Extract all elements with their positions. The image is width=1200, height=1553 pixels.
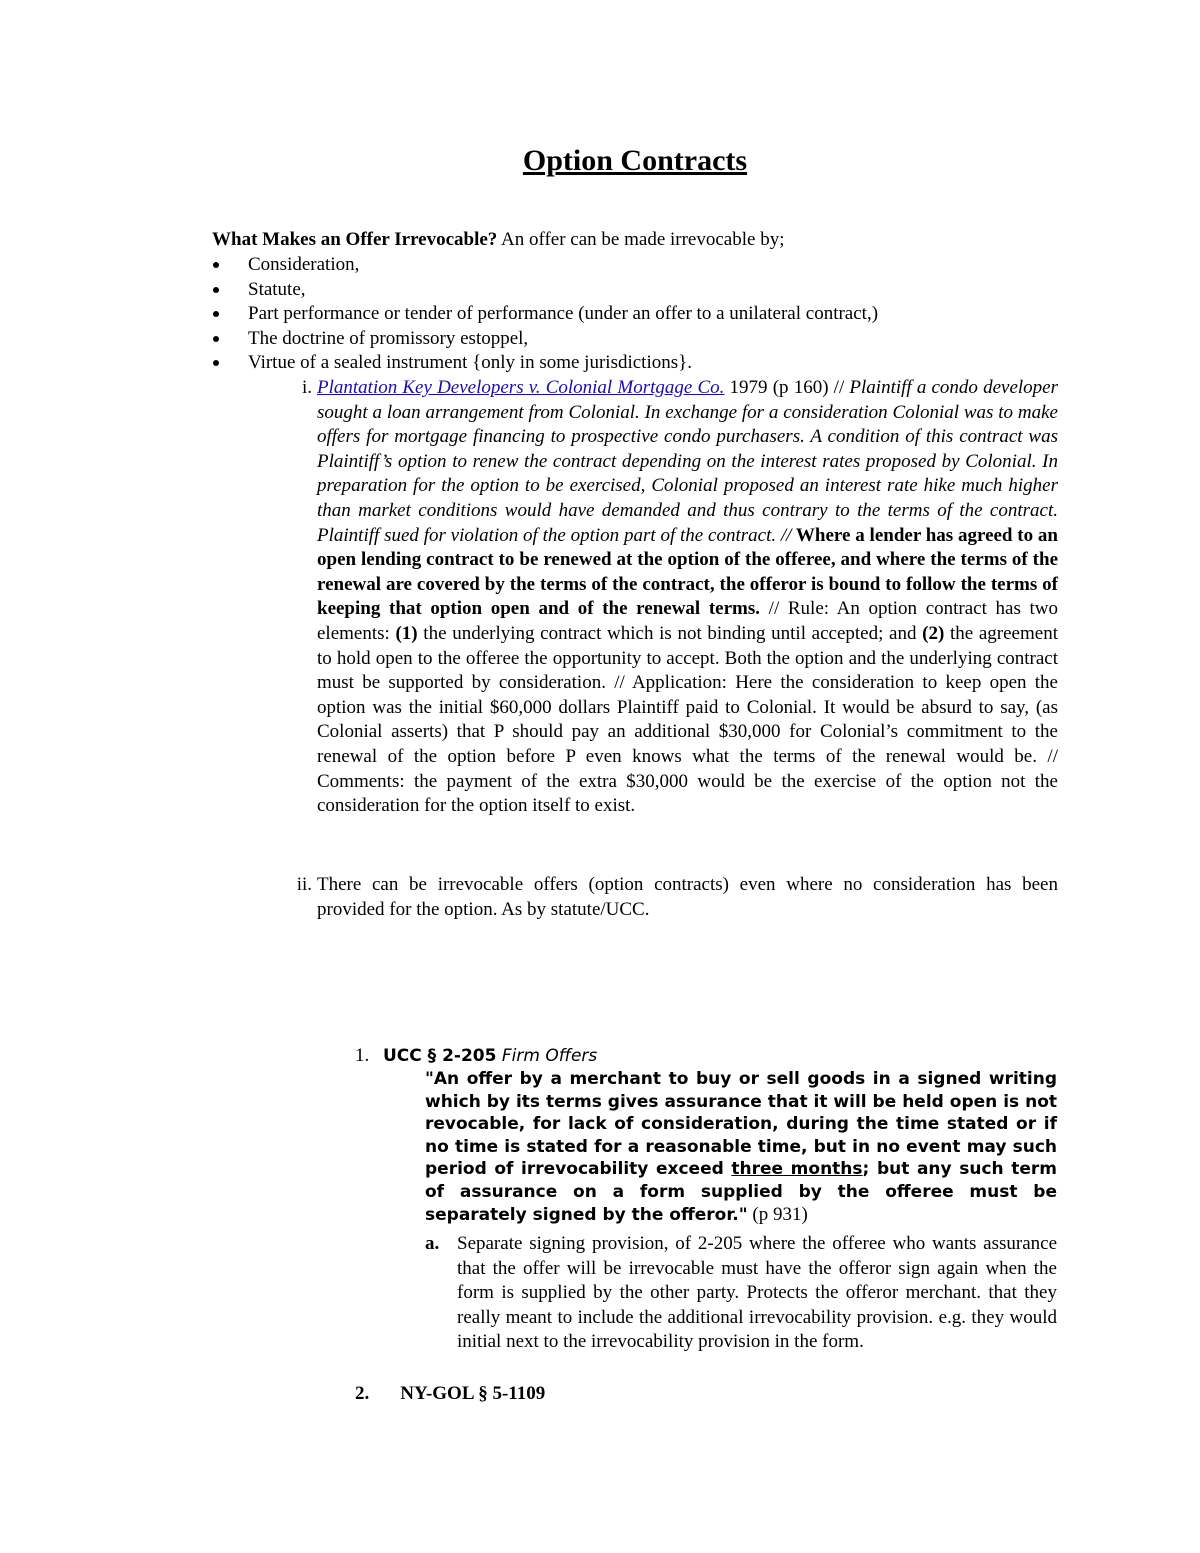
case-name-link[interactable]: Plantation Key Developers v. Colonial Mortgage Co. xyxy=(317,377,725,398)
ny-gol-item xyxy=(355,1382,545,1407)
intro-paragraph xyxy=(212,228,1072,253)
sub-item-a xyxy=(425,1232,1057,1355)
list-item: Part performance or tender of performance (under an offer to a unilateral contract,) xyxy=(212,302,1072,327)
case-rule: the underlying contract which is not binding until accepted; and xyxy=(417,622,923,644)
list-item: Virtue of a sealed instrument {only in some jurisdictions}. xyxy=(212,351,1072,376)
sub-item-body: Separate signing provision, of 2-205 where the offeree who wants assurance that the offer will be irrevocable must have the offeror sign again when the form is supplied by the other party. Protects the offeror merchant. that they really meant to include the additional irrevocability provision. e.g. they would initial next to the irrevocability provision in the form. xyxy=(457,1233,1057,1353)
list-number: i. xyxy=(301,377,312,398)
case-body xyxy=(317,376,1058,819)
ucc-2-205-item xyxy=(355,1045,1060,1068)
list-item: Statute, xyxy=(212,278,1072,303)
case-holding: Where a lender has agreed to an open lending contract to be renewed at the option of the offeree, and where the terms of the renewal are covered by the terms of the contract, the offeror is bound to follow the terms of keeping that option open and of the renewal terms. xyxy=(317,524,1058,620)
statute-quote xyxy=(425,1068,1057,1226)
intro-heading: What Makes an Offer Irrevocable? xyxy=(212,229,498,250)
quote-text: ; but any such term of assurance on a form supplied by the offeree must be separately signed by the offeror." xyxy=(425,1159,1057,1225)
quote-text: "An offer by a merchant to buy or sell goods in a signed writing which by its terms gives assurance that it will be held open is not revocable, for lack of consideration, during the time stated or if no time is stated for a reasonable time, but in no event may such period of irrevocability exceed xyxy=(425,1069,1057,1180)
irrevocable-means-list xyxy=(212,253,1072,376)
quote-emphasis: three months xyxy=(731,1159,863,1180)
statute-code: UCC § 2-205 xyxy=(383,1046,497,1066)
page-title: Option Contracts xyxy=(522,144,748,177)
note-ii xyxy=(272,873,1058,922)
list-number: 1. xyxy=(355,1045,370,1066)
case-plantation-key xyxy=(272,376,1058,819)
intro-text: An offer can be made irrevocable by; xyxy=(501,229,785,250)
element-number: (2) xyxy=(922,622,945,644)
list-item: The doctrine of promissory estoppel, xyxy=(212,327,1072,352)
case-rule: the agreement to hold open to the offeree the opportunity to accept. Both the option and the underlying contract must be supported by consideration. // Application: Here the consideration to keep open the option was the initial $60,000 dollars Plaintiff paid to Colonial. It would be absurd to say, (as Colonial asserts) that P should pay an additional $30,000 for Colonial’s commitment to the renewal of the option before P even knows what the terms of the renewal would be. // Comments: the payment of the extra $30,000 would be the exercise of the option not the consideration for the option itself to exist. xyxy=(317,622,1058,817)
page-reference: (p 931) xyxy=(747,1203,808,1225)
statute-code: NY-GOL § 5-1109 xyxy=(400,1383,546,1404)
note-body: There can be irrevocable offers (option contracts) even where no consideration has been provided for the option. As by statute/UCC. xyxy=(317,874,1058,920)
case-facts: Plaintiff a condo developer sought a loan arrangement from Colonial. In exchange for a consideration Colonial was to make offers for mortgage financing to prospective condo purchasers. A condition of this contract was Plaintiff’s option to renew the contract depending on the interest rates proposed by Colonial. In preparation for the option to be exercised, Colonial proposed an interest rate hike much higher than market conditions would have demanded and thus contrary to the terms of the contract. Plaintiff sued for violation of the option part of the contract. // xyxy=(317,377,1059,546)
list-number: ii. xyxy=(296,874,312,895)
element-number: (1) xyxy=(395,622,418,644)
list-letter: a. xyxy=(425,1233,440,1254)
list-item: Consideration, xyxy=(212,253,1072,278)
list-number: 2. xyxy=(355,1383,370,1404)
statute-subtitle: Firm Offers xyxy=(496,1046,598,1066)
case-citation: 1979 (p 160) // xyxy=(724,377,850,398)
case-rule: // Rule: An option contract has two elements: xyxy=(317,598,1058,644)
